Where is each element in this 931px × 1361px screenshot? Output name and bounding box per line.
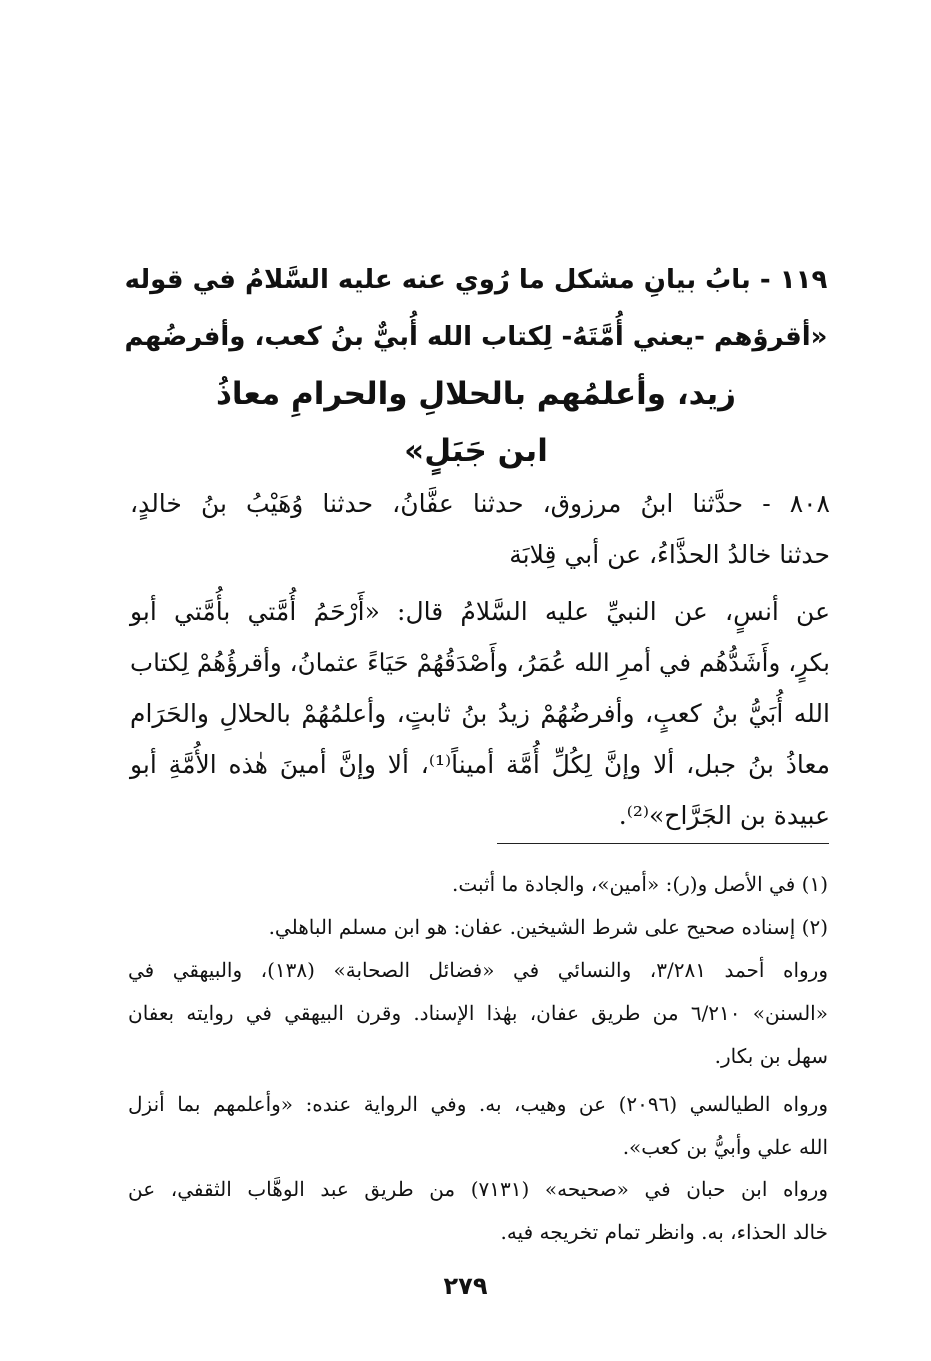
footnote-divider	[497, 843, 829, 844]
footnote-line: ورواه أحمد ٣/٢٨١، والنسائي في «فضائل الصحابة» (١٣٨)، والبيهقي في	[128, 958, 828, 982]
matn-line: معاذُ بنُ جبل، ألا وإنَّ لِكُلِّ أُمَّة أميناً⁽¹⁾، ألا وإنَّ أمينَ هٰذه الأُمَّةِ أبو	[130, 750, 830, 779]
isnad-line: حدثنا خالدُ الحذَّاءُ، عن أبي قِلابَة	[509, 540, 830, 569]
footnote-2	[128, 906, 828, 1078]
matn-line: بكرٍ، وأَشَدُّهُم في أمرِ الله عُمَرُ، وأَصْدَقُهُمْ حَيَاءً عثمانُ، وأقرؤُهُمْ لِكتاب	[130, 648, 830, 677]
matn-line: عبيدة بن الجَرَّاح»⁽²⁾.	[618, 801, 830, 830]
hadith-matn	[130, 586, 830, 841]
footnote-1	[128, 863, 828, 906]
page-number: ٢٧٩	[443, 1272, 488, 1300]
footnote-line: (٢) إسناده صحيح على شرط الشيخين. عفان: هو ابن مسلم الباهلي.	[268, 915, 828, 939]
hadith-isnad	[130, 478, 830, 580]
footnote-line: ورواه الطيالسي (٢٠٩٦) عن وهيب، به. وفي الرواية عنده: «وأعلمهم بما أنزل	[128, 1092, 828, 1116]
chapter-heading-line: «أقرؤهم -يعني أُمَّتَهُ- لِكتاب الله أُبيٌّ بنُ كعب، وأفرضُهم	[124, 322, 828, 352]
footnote-2-continued	[128, 1168, 828, 1254]
matn-line: عن أنسٍ، عن النبيِّ عليه السَّلامُ قال: «أَرْحَمُ أُمَّتي بأُمَّتي أبو	[130, 597, 830, 626]
matn-line: الله أُبَيُّ بنُ كعبٍ، وأفرضُهُمْ زيدُ بنُ ثابتٍ، وأعلمُهُمْ بالحلالِ والحَرَام	[130, 699, 830, 728]
chapter-heading-line: ابن جَبَلٍ»	[404, 433, 548, 469]
chapter-heading	[120, 252, 832, 480]
footnote-line: الله علي وأبيُّ بن كعب».	[622, 1135, 828, 1159]
footnote-line: (١) في الأصل و(ر): «أمين»، والجادة ما أثبت.	[452, 872, 828, 896]
footnote-line: خالد الحذاء، به. وانظر تمام تخريجه فيه.	[500, 1220, 828, 1244]
isnad-line: ٨٠٨ - حدَّثنا ابنُ مرزوق، حدثنا عفَّانُ، حدثنا وُهَيْبُ بنُ خالدٍ،	[130, 489, 830, 518]
footnote-line: سهل بن بكار.	[714, 1044, 828, 1068]
footnote-line: «السنن» ٦/٢١٠ من طريق عفان، بهٰذا الإسناد. وقرن البيهقي في روايته بعفان	[128, 1001, 828, 1025]
footnote-line: ورواه ابن حبان في «صحيحه» (٧١٣١) من طريق عبد الوهَّاب الثقفي، عن	[128, 1177, 828, 1201]
chapter-heading-line: ١١٩ - بابُ بيانِ مشكل ما رُوي عنه عليه السَّلامُ في قوله	[124, 265, 828, 295]
footnote-2-continued	[128, 1083, 828, 1169]
chapter-heading-line: زيد، وأعلمُهم بالحلالِ والحرامِ معاذُ	[215, 376, 737, 412]
